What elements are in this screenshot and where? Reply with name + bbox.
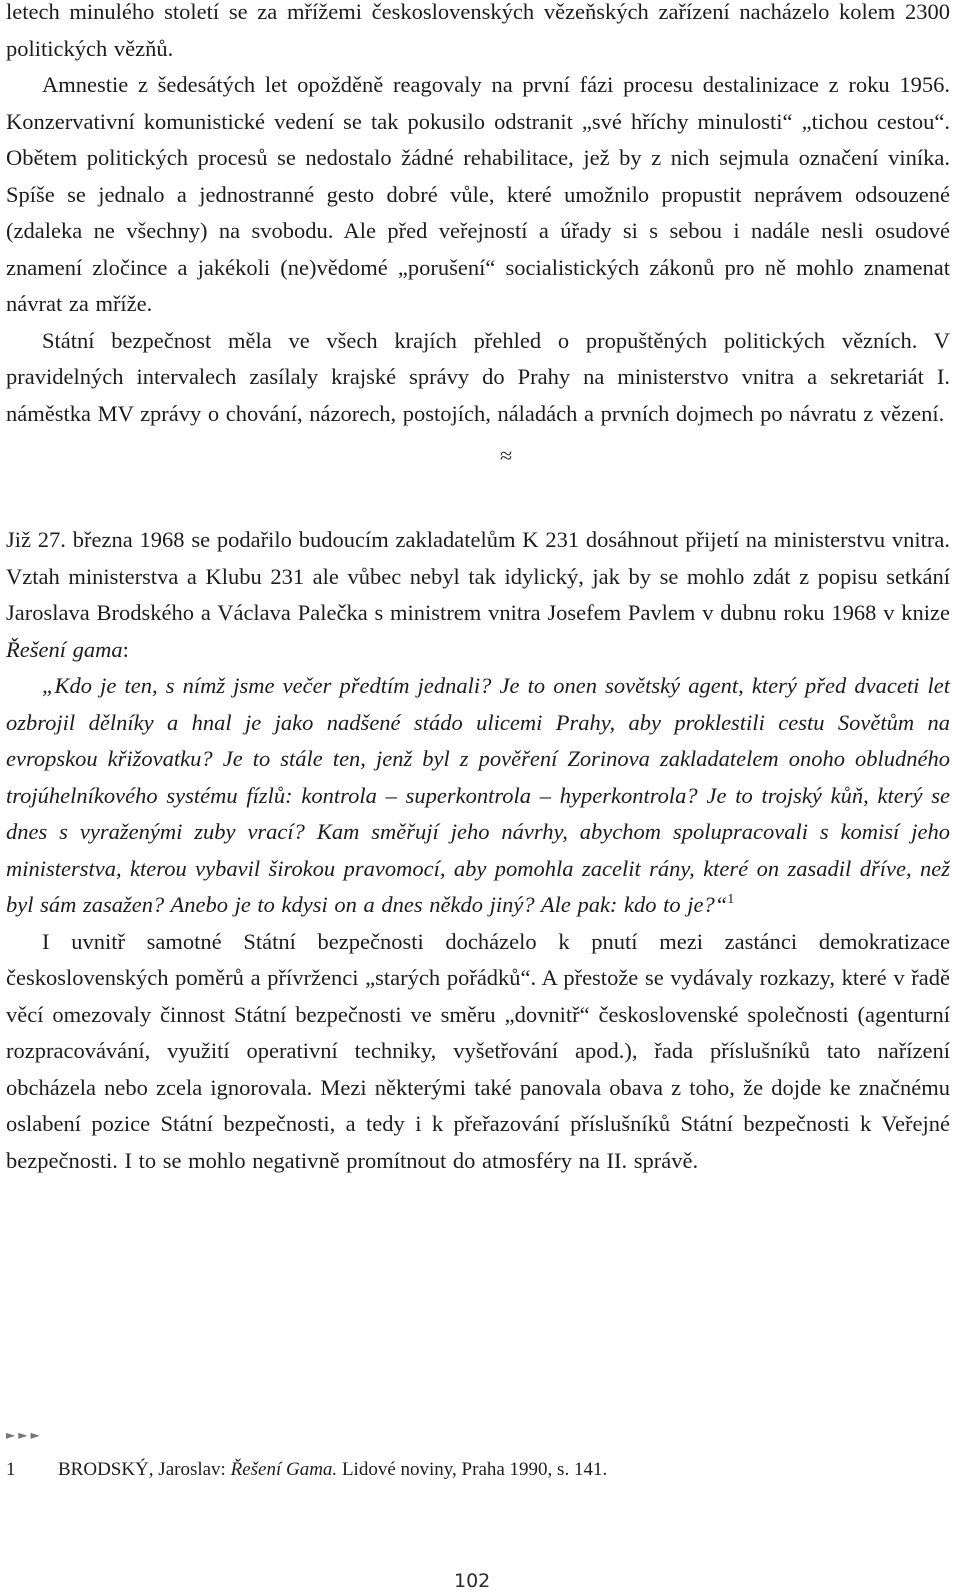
book-title: Řešení gama: [6, 636, 123, 662]
quotation: [6, 668, 950, 924]
section-two: [6, 522, 950, 1179]
paragraph-4-text: Již 27. března 1968 se podařilo budoucím zakladatelům K 231 dosáhnout přijetí na ministerstvu vnitra. Vztah ministerstva a Klubu 231 ale vůbec nebyl tak idylický, jak by se mohlo zdát z popisu setkání Jaroslava Brodského a Václava Palečka s ministrem vnitra Josefem Pavlem v dubnu roku 1968 v knize: [6, 527, 950, 625]
footnote-markers: ►►►: [6, 1428, 43, 1442]
paragraph-4-end: :: [122, 636, 129, 662]
footnote-title: Řešení Gama.: [230, 1459, 338, 1480]
section-separator: ≈: [499, 443, 513, 468]
footnote-author: BRODSKÝ, Jaroslav:: [58, 1459, 231, 1480]
book-page: [6, 0, 950, 1595]
paragraph-1: letech minulého století se za mřížemi československých vězeňských zařízení nacházelo kolem 2300 politických vězňů.: [6, 0, 950, 61]
paragraph-4: [6, 522, 950, 668]
footnote-publication: Lidové noviny, Praha 1990, s. 141.: [337, 1459, 608, 1480]
footnote: [6, 1456, 607, 1484]
quotation-text: „Kdo je ten, s nímž jsme večer předtím jednali? Je to onen sovětský agent, který před dvaceti let ozbrojil dělníky a hnal je jako nadšené stádo ulicemi Prahy, aby proklestili cestu Sovětům na evropskou křižovatku? Je to stále ten, jenž byl z pověření Zorinova zakladatelem onoho obludného trojúhelníkového systému fízlů: kontrola – superkontrola – hyperkontrola? Je to trojský kůň, který se dnes s vyraženými zuby vrací? Kam směřují jeho návrhy, abychom spolupracovali s komisí jeho ministerstva, kterou vybavil širokou pravomocí, aby pomohla zacelit rány, které on zasadil dříve, než byl sám zasažen? Anebo je to kdysi on a dnes někdo jiný? Ale pak: kdo to je?“: [6, 673, 950, 917]
section-one: [6, 0, 950, 432]
footnote-number: 1: [6, 1459, 16, 1480]
page-number: 102: [454, 1570, 491, 1592]
paragraph-5: I uvnitř samotné Státní bezpečnosti docházelo k pnutí mezi zastánci demokratizace československých poměrů a přívrženci „starých pořádků“. A přestože se vydávaly rozkazy, které v řadě věcí omezovaly činnost Státní bezpečnosti ve směru „dovnitř“ československé společnosti (agenturní rozpracovávání, využití operativní techniky, vyšetřování apod.), řada příslušníků tato nařízení obcházela nebo zcela ignorovala. Mezi některými také panovala obava z toho, že dojde ke značnému oslabení pozice Státní bezpečnosti, a tedy i k přeřazování příslušníků Státní bezpečnosti k Veřejné bezpečnosti. I to se mohlo negativně promítnout do atmosféry na II. správě.: [6, 928, 950, 1173]
paragraph-3: Státní bezpečnost měla ve všech krajích přehled o propuštěných politických vězních. V pravidelných intervalech zasílaly krajské správy do Prahy na ministerstvo vnitra a sekretariát I. náměstka MV zprávy o chování, názorech, postojích, náladách a prvních dojmech po návratu z vězení.: [6, 327, 950, 426]
paragraph-2: Amnestie z šedesátých let opožděně reagovaly na první fázi procesu destalinizace z roku 1956. Konzervativní komunistické vedení se tak pokusilo odstranit „své hříchy minulosti“ „tichou cestou“. Obětem politických procesů se nedostalo žádné rehabilitace, jež by z nich sejmula označení viníka. Spíše se jednalo a jednostranné gesto dobré vůle, které umožnilo propustit neprávem odsouzené (zdaleka ne všechny) na svobodu. Ale před veřejností a úřady si s sebou i nadále nesli osudové znamení zločince a jakékoli (ne)vědomé „porušení“ socialistických zákonů pro ně mohlo znamenat návrat za mříže.: [6, 72, 950, 316]
footnote-reference: 1: [727, 892, 735, 907]
